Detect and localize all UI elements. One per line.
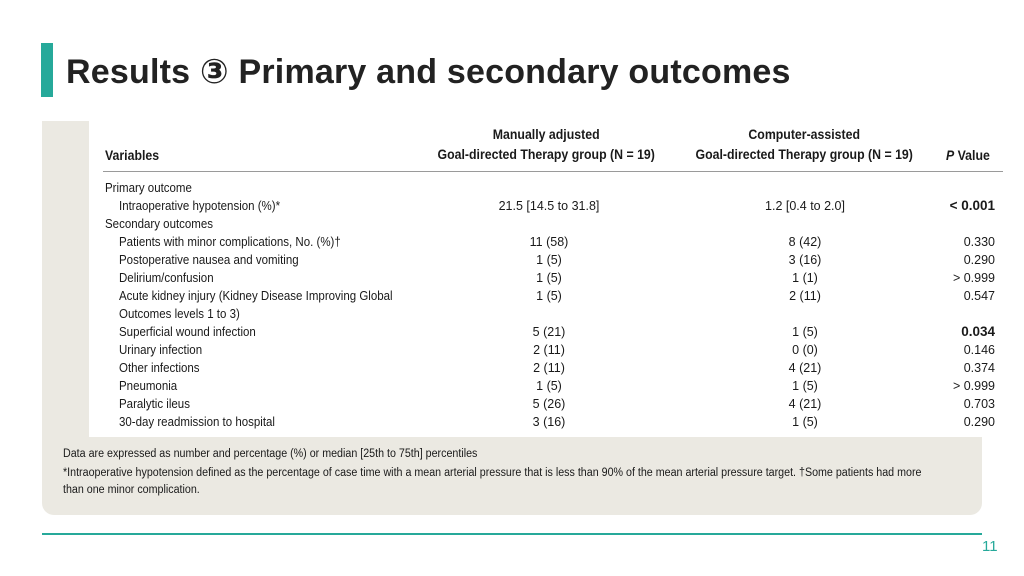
- footer-divider: [42, 533, 982, 535]
- table-row: [89, 359, 1019, 377]
- row-manual: 5 (21): [532, 325, 566, 339]
- row-variable: Patients with minor complications, No. (%)†: [119, 235, 341, 249]
- header-p-italic: P: [946, 147, 955, 163]
- title-accent-bar: [41, 43, 53, 97]
- header-computer-line2: Goal-directed Therapy group (N = 19): [695, 146, 913, 162]
- table-row: [89, 233, 1019, 251]
- row-computer: 1 (5): [792, 379, 818, 393]
- row-computer: 1 (1): [792, 271, 818, 285]
- header-p-rest: Value: [954, 147, 990, 163]
- header-manual-line2: Goal-directed Therapy group (N = 19): [437, 146, 655, 162]
- slide-title: Results ③ Primary and secondary outcomes: [66, 53, 791, 91]
- row-manual: 11 (58): [529, 235, 569, 249]
- row-p-value: 0.547: [963, 289, 995, 303]
- row-p-value: 0.034: [961, 324, 995, 339]
- footnote-continuation: than one minor complication.: [63, 484, 200, 496]
- row-variable: Postoperative nausea and vomiting: [119, 253, 299, 267]
- row-manual: 2 (11): [533, 343, 565, 357]
- footnote-hypotension-definition: *Intraoperative hypotension defined as the percentage of case time with a mean arterial pressure that is less than 90% of the mean arterial pressure target. †Some patients had more: [63, 467, 922, 479]
- table-row: [89, 179, 1019, 197]
- row-variable: Acute kidney injury (Kidney Disease Improving Global: [119, 289, 393, 303]
- header-manual-group: [423, 124, 669, 164]
- row-variable: Pneumonia: [119, 379, 178, 393]
- row-p-value: 0.374: [963, 361, 995, 375]
- header-computer-group: [681, 124, 927, 164]
- row-variable: 30-day readmission to hospital: [119, 415, 275, 429]
- row-manual: 1 (5): [536, 379, 562, 393]
- header-computer-line1: Computer-assisted: [748, 126, 860, 142]
- table-row: [89, 197, 1019, 215]
- row-manual: 5 (26): [532, 397, 566, 411]
- row-computer: 2 (11): [789, 289, 821, 303]
- table-body: [89, 179, 1019, 431]
- row-manual: 3 (16): [532, 415, 566, 429]
- table-row: [89, 323, 1019, 341]
- row-p-value: 0.290: [963, 253, 995, 267]
- row-p-value: 0.703: [963, 397, 995, 411]
- row-p-value: > 0.999: [952, 379, 995, 393]
- row-variable: Superficial wound infection: [119, 325, 256, 339]
- header-rule: [103, 171, 1003, 172]
- row-computer: 4 (21): [788, 361, 822, 375]
- header-variables: Variables: [105, 147, 160, 163]
- table-row: [89, 287, 1019, 305]
- row-variable: Delirium/confusion: [119, 271, 214, 285]
- table-row: [89, 305, 1019, 323]
- row-variable: Secondary outcomes: [105, 217, 214, 231]
- row-computer: 1 (5): [792, 325, 818, 339]
- table-row: [89, 413, 1019, 431]
- table-area: [89, 121, 1019, 437]
- row-p-value: 0.146: [963, 343, 995, 357]
- row-computer: 0 (0): [792, 343, 818, 357]
- footnote-data-expression: Data are expressed as number and percentage (%) or median [25th to 75th] percentiles: [63, 448, 478, 460]
- row-p-value: > 0.999: [952, 271, 995, 285]
- row-manual: 1 (5): [536, 253, 562, 267]
- row-computer: 3 (16): [788, 253, 822, 267]
- row-manual: 1 (5): [536, 271, 562, 285]
- row-p-value: 0.330: [963, 235, 995, 249]
- row-variable: Intraoperative hypotension (%)*: [119, 199, 281, 213]
- row-manual: 21.5 [14.5 to 31.8]: [498, 199, 600, 213]
- row-computer: 8 (42): [788, 235, 822, 249]
- row-p-value: < 0.001: [949, 198, 995, 213]
- table-row: [89, 215, 1019, 233]
- row-computer: 1 (5): [792, 415, 818, 429]
- row-manual: 1 (5): [536, 289, 562, 303]
- table-row: [89, 395, 1019, 413]
- row-variable: Urinary infection: [119, 343, 203, 357]
- header-p-value: [946, 145, 990, 165]
- row-variable: Paralytic ileus: [119, 397, 190, 411]
- page-number: 11: [982, 538, 998, 555]
- row-manual: 2 (11): [533, 361, 565, 375]
- table-row: [89, 251, 1019, 269]
- row-p-value: 0.290: [963, 415, 995, 429]
- table-row: [89, 341, 1019, 359]
- row-computer: 4 (21): [788, 397, 822, 411]
- header-manual-line1: Manually adjusted: [492, 126, 600, 142]
- table-footnotes: [63, 446, 973, 499]
- table-row: [89, 377, 1019, 395]
- table-row: [89, 269, 1019, 287]
- row-variable: Other infections: [119, 361, 200, 375]
- row-variable: Outcomes levels 1 to 3): [119, 307, 240, 321]
- row-variable: Primary outcome: [105, 181, 192, 195]
- row-computer: 1.2 [0.4 to 2.0]: [765, 199, 845, 213]
